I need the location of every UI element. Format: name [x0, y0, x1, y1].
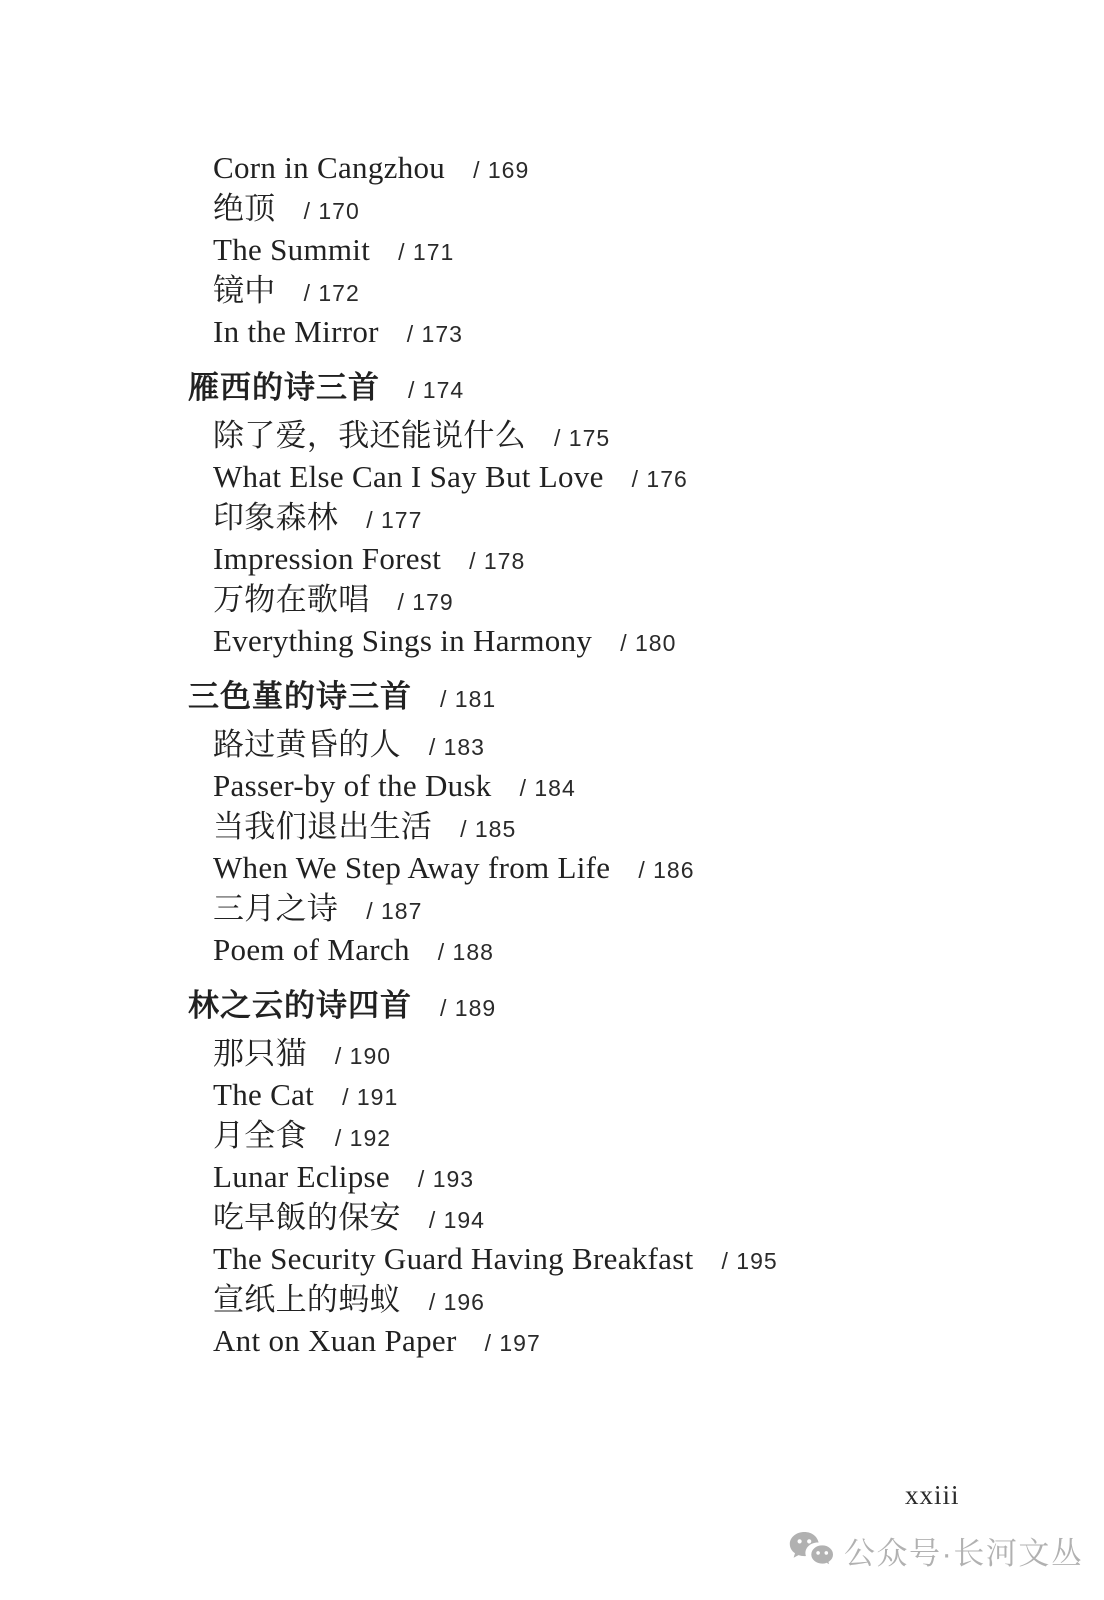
toc-title: What Else Can I Say But Love	[213, 459, 604, 494]
toc-page: / 185	[460, 816, 517, 842]
toc-title: Poem of March	[213, 932, 410, 967]
toc-page: / 183	[428, 734, 485, 760]
toc-page: / 174	[408, 377, 465, 403]
toc-title: Ant on Xuan Paper	[213, 1323, 457, 1358]
toc-title: 绝顶	[213, 191, 276, 226]
toc-page: / 179	[397, 589, 454, 615]
toc-title: 路过黄昏的人	[213, 727, 401, 762]
toc-title: Corn in Cangzhou	[213, 150, 446, 185]
toc-entry	[0, 806, 1104, 847]
toc-page: / 170	[303, 198, 360, 224]
toc-entry	[0, 147, 1104, 188]
toc-page: / 181	[440, 686, 497, 712]
toc-page: / 175	[554, 425, 611, 451]
toc-page: / 192	[334, 1125, 392, 1151]
toc-entry	[0, 1156, 1104, 1197]
watermark	[789, 1528, 1083, 1573]
toc-title: 印象森林	[213, 500, 339, 535]
toc-page: / 196	[428, 1289, 485, 1315]
toc-title: Everything Sings in Harmony	[213, 623, 593, 658]
toc-entry	[0, 538, 1104, 579]
toc-page: / 171	[398, 239, 455, 265]
toc-entry	[0, 270, 1104, 311]
toc-page: / 191	[342, 1084, 399, 1110]
toc-entry	[0, 724, 1104, 765]
page-number: xxiii	[905, 1480, 960, 1510]
toc-title: 除了爱，我还能说什么	[213, 418, 526, 453]
toc-page: / 190	[334, 1043, 392, 1069]
toc-page: / 194	[428, 1207, 485, 1233]
toc-entry	[0, 1279, 1104, 1320]
toc-title: 当我们退出生活	[213, 809, 433, 844]
toc-entry	[0, 415, 1104, 456]
toc-entry	[0, 929, 1104, 970]
toc-entry	[0, 311, 1104, 352]
wechat-icon	[789, 1531, 835, 1571]
toc-title: 三月之诗	[213, 891, 339, 926]
toc-title: Passer-by of the Dusk	[213, 768, 492, 803]
toc-entry	[0, 620, 1104, 661]
toc-title: The Summit	[213, 232, 371, 267]
watermark-text: 公众号·长河文丛	[844, 1536, 1084, 1571]
toc-entry	[0, 1115, 1104, 1156]
toc-page: / 195	[721, 1248, 778, 1274]
toc-section-header	[0, 676, 1104, 717]
toc-page: / 178	[469, 548, 526, 574]
toc-title: Lunar Eclipse	[213, 1159, 390, 1194]
toc-entry	[0, 229, 1104, 270]
toc-title: 雁西的诗三首	[188, 370, 380, 405]
toc-page: / 188	[437, 939, 494, 965]
toc-page: / 173	[406, 321, 463, 347]
toc-list	[0, 147, 1104, 1361]
toc-page: / 187	[366, 898, 423, 924]
toc-title: When We Step Away from Life	[213, 850, 611, 885]
toc-entry	[0, 847, 1104, 888]
toc-page: / 193	[417, 1166, 475, 1192]
toc-page: / 189	[440, 995, 497, 1021]
toc-title: 镜中	[213, 273, 276, 308]
toc-title: 吃早飯的保安	[213, 1200, 401, 1235]
toc-entry	[0, 579, 1104, 620]
toc-title: 万物在歌唱	[213, 582, 370, 617]
toc-entry	[0, 456, 1104, 497]
toc-entry	[0, 1033, 1104, 1074]
toc-title: 宣纸上的蚂蚁	[213, 1282, 401, 1317]
toc-page: / 184	[519, 775, 576, 801]
toc-entry	[0, 1238, 1104, 1279]
toc-title: 那只猫	[213, 1036, 307, 1071]
toc-title: The Cat	[213, 1077, 315, 1112]
toc-entry	[0, 1320, 1104, 1361]
toc-page: / 180	[620, 630, 677, 656]
toc-entry	[0, 888, 1104, 929]
toc-entry	[0, 1074, 1104, 1115]
toc-page: / 169	[473, 157, 530, 183]
toc-entry	[0, 497, 1104, 538]
toc-page: / 186	[638, 857, 695, 883]
toc-title: The Security Guard Having Breakfast	[213, 1241, 694, 1276]
toc-title: In the Mirror	[213, 314, 379, 349]
toc-title: Impression Forest	[213, 541, 442, 576]
toc-page: / 176	[631, 466, 688, 492]
toc-entry	[0, 188, 1104, 229]
toc-title: 三色堇的诗三首	[188, 679, 412, 714]
toc-page: / 172	[303, 280, 360, 306]
toc-section-header	[0, 985, 1104, 1026]
toc-page: / 177	[366, 507, 423, 533]
toc-title: 月全食	[213, 1118, 307, 1153]
toc-entry	[0, 1197, 1104, 1238]
toc-page: / 197	[484, 1330, 541, 1356]
toc-title: 林之云的诗四首	[188, 988, 412, 1023]
toc-section-header	[0, 367, 1104, 408]
toc-entry	[0, 765, 1104, 806]
